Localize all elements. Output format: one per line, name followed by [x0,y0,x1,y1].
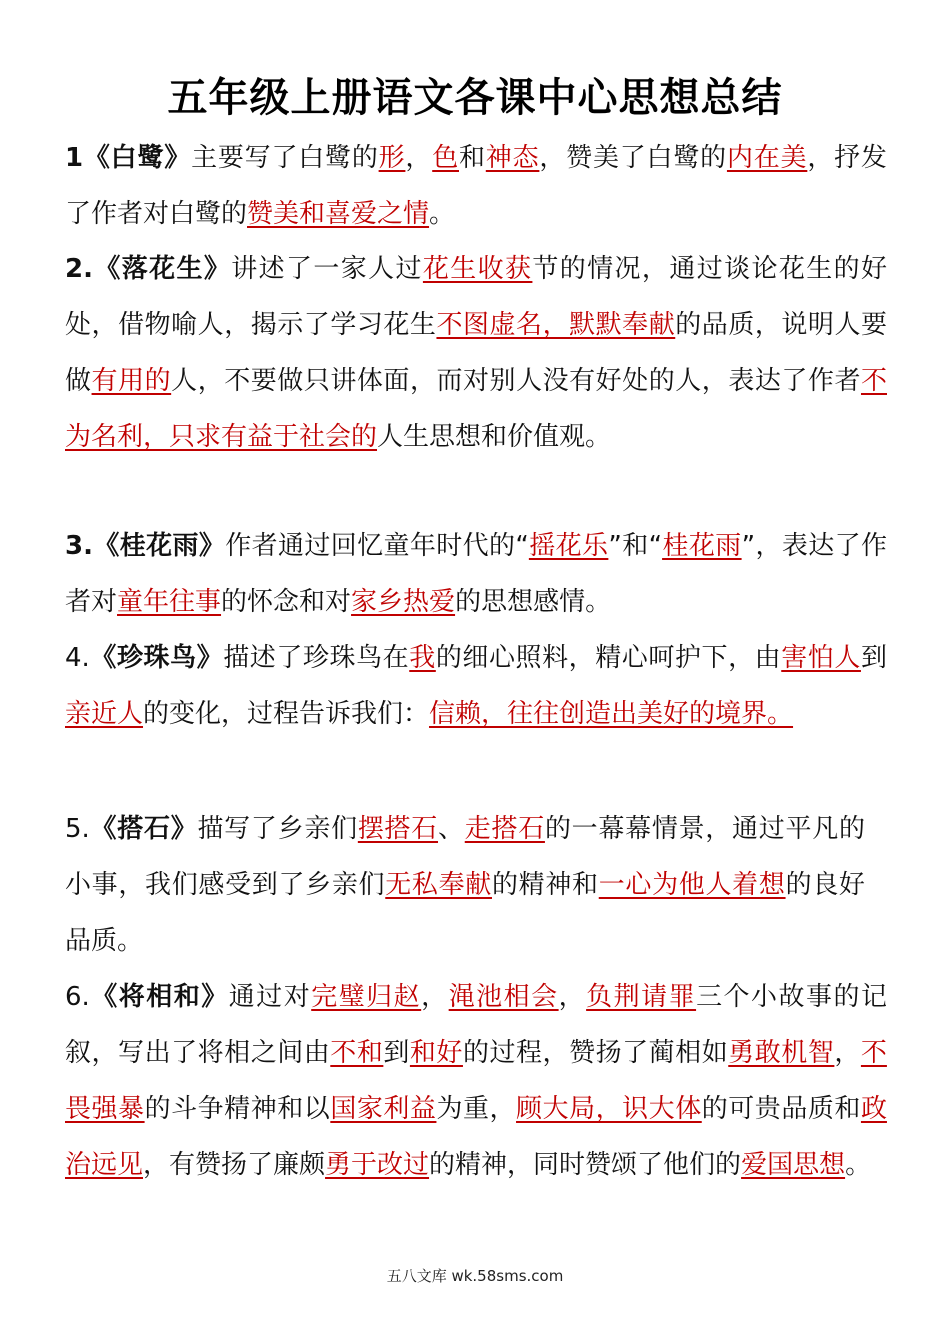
body-text: 。 [845,1150,872,1180]
body-text: ”和“ [608,531,663,561]
key-phrase: 我 [409,643,436,673]
body-text: 的精神和 [492,870,599,900]
body-text: 的变化，过程告诉我们： [143,699,430,729]
body-text: 的一幕幕情景，通过平凡的小事，我们感受到了乡亲们 [65,814,865,900]
body-text: 节的情况，通过谈论花生的好处，借物喻人，揭示了学习花生 [65,254,887,340]
key-phrase: 神态 [485,143,540,173]
body-text: ，抒发了作者对白鹭的 [65,143,887,229]
paragraph-jiangxianghe [65,969,887,1193]
body-text: ，赞美了白鹭的 [539,143,727,173]
key-phrase: 桂花雨 [662,531,742,561]
key-phrase: 负荆请罪 [586,982,697,1012]
body-text: ， [421,982,449,1012]
body-text: 的品质，说明人要做 [65,310,887,396]
body-text: 为重， [436,1094,517,1124]
key-phrase: 走搭石 [464,814,545,844]
body-text: 的斗争精神和以 [144,1094,331,1124]
lesson-title: 1《白鹭》 [65,143,192,173]
body-text: 的细心照料，精心呵护下，由 [435,643,782,673]
key-phrase: 赞美和喜爱之情 [247,199,430,229]
body-text: 描写了乡亲们 [197,814,358,844]
paragraph-bailu [65,130,887,242]
key-phrase: 和好 [409,1038,463,1068]
body-text: 描述了珍珠鸟在 [223,643,410,673]
key-phrase: 有用的 [91,366,172,396]
body-text: 通过对 [228,982,312,1012]
key-phrase: 形 [378,143,406,173]
body-text: 和 [459,143,486,173]
key-phrase: 童年往事 [117,587,222,617]
paragraph-guihuayu [65,518,887,630]
body-text: 三个小故事的记叙，写出了将相之间由 [65,982,887,1068]
key-phrase: 摆搭石 [357,814,439,844]
key-phrase: 无私奉献 [385,870,492,900]
body-text: ”，表达了作者对 [65,531,887,617]
body-text: 作者通过回忆童年时代的“ [225,531,529,561]
key-phrase: 不和 [330,1038,384,1068]
footer-watermark: 五八文库 wk.58sms.com [386,1267,564,1285]
body-text: ， [405,143,433,173]
body-text: 的怀念和对 [221,587,352,617]
body-text: 的思想感情。 [455,587,612,617]
key-phrase: 害怕人 [781,643,861,673]
key-phrase: 亲近人 [65,699,144,729]
key-phrase: 顾大局，识大体 [516,1094,702,1124]
key-phrase: 一心为他人着想 [598,870,786,900]
paragraph-luohuasheng [65,241,887,465]
body-text: 到 [383,1038,410,1068]
paragraph-zhenzhuniao [65,630,887,742]
key-phrase: 完璧归赵 [311,982,422,1012]
key-phrase: 家乡热爱 [351,587,456,617]
key-phrase: 政治远见 [65,1094,887,1180]
body-text: 6. [65,982,90,1012]
body-text: 人，不要做只讲体面，而对别人没有好处的人，表达了作者 [171,366,861,396]
body-text: ， [558,982,587,1012]
lesson-title: 3.《桂花雨》 [65,531,226,561]
key-phrase: 内在美 [726,143,808,173]
key-phrase: 摇花乐 [528,531,609,561]
body-text: 的过程，赞扬了蔺相如 [462,1038,729,1068]
key-phrase: 花生收获 [422,254,533,284]
key-phrase: 不图虚名，默默奉献 [436,310,676,340]
key-phrase: 信赖，往往创造出美好的境界。 [429,699,794,729]
key-phrase: 渑池相会 [448,982,559,1012]
body-text: 主要写了白鹭的 [191,143,379,173]
body-text: 、 [438,814,465,844]
body-text: 人生思想和价值观。 [377,422,612,452]
body-text: 的良好品质。 [65,870,865,956]
body-text: 5. [65,814,90,844]
lesson-title: 《珍珠鸟》 [89,643,224,673]
key-phrase: 爱国思想 [741,1150,846,1180]
body-text: 4. [65,643,90,673]
body-text: ，有赞扬了廉颇 [143,1150,326,1180]
lesson-title: 《将相和》 [89,982,229,1012]
key-phrase: 勇敢机智 [728,1038,835,1068]
lesson-title: 《搭石》 [89,814,198,844]
paragraph-dashi [65,801,865,969]
body-text: 。 [429,199,456,229]
key-phrase: 国家利益 [330,1094,437,1124]
key-phrase: 不为名利，只求有益于社会的 [65,366,887,452]
body-text: 的精神，同时赞颂了他们的 [429,1150,742,1180]
body-text: 讲述了一家人过 [231,254,423,284]
body-text: ， [834,1038,861,1068]
page-title: 五年级上册语文各课中心思想总结 [167,75,783,121]
body-text: 到 [860,643,887,673]
body-text: 的可贵品质和 [701,1094,861,1124]
key-phrase: 色 [432,143,459,173]
lesson-title: 2.《落花生》 [65,254,232,284]
key-phrase: 勇于改过 [325,1150,430,1180]
key-phrase: 不畏强暴 [65,1038,887,1124]
